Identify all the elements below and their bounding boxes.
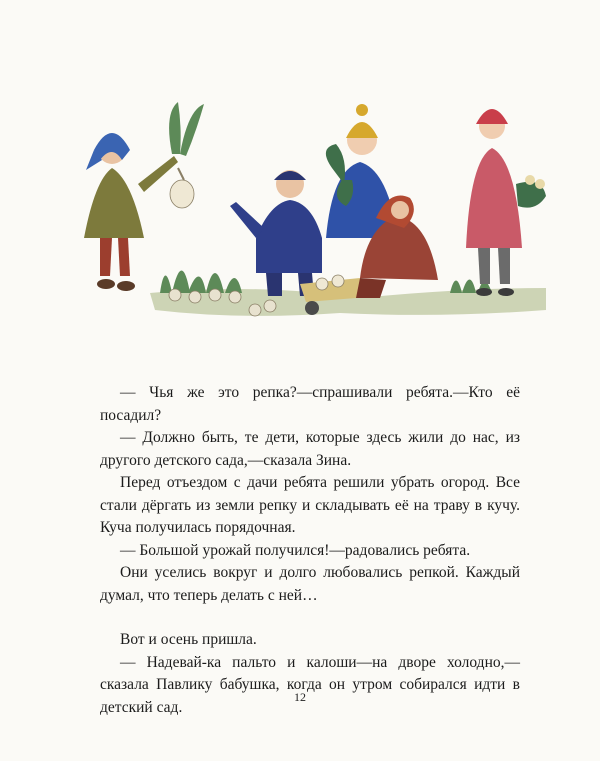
paragraph: — Надевай-ка пальто и калоши—на дворе холодно,—сказала Павлику бабушка, когда он утром собирался идти в детский сад. [100, 653, 520, 716]
held-turnip [169, 102, 204, 208]
paragraph: — Чья же это репка?—спрашивали ребята.—Кто её посадил? [100, 384, 520, 424]
paragraph: Перед отъездом с дачи ребята решили убрать огород. Все стали дёргать из земли репку и складывать её на траву в кучу. Куча получилась порядочная. [100, 474, 520, 536]
girl-blue-kerchief [84, 133, 178, 291]
girl-pink-coat [466, 109, 546, 296]
paragraph: — Должно быть, те дети, которые здесь жили до нас, из другого детского сада,—сказала Зина. [100, 429, 520, 469]
paragraph: Вот и осень пришла. [120, 631, 257, 648]
boy-blue-cap [230, 170, 322, 296]
page-number: 12 [294, 690, 306, 704]
illustration-children-with-turnips [60, 88, 546, 338]
paragraph: Они уселись вокруг и долго любовались репкой. Каждый думал, что теперь делать с ней… [100, 564, 520, 604]
paragraph: — Большой урожай получился!—радовались ребята. [120, 541, 471, 559]
story-text [100, 382, 520, 719]
